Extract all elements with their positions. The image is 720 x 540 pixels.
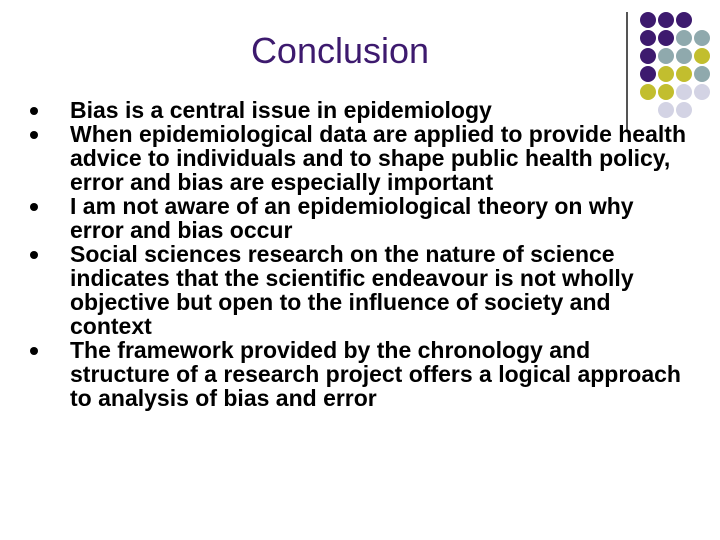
decorative-dot — [658, 66, 674, 82]
decorative-dot — [694, 30, 710, 46]
bullet-item — [30, 338, 690, 410]
bullet-icon — [30, 203, 38, 211]
slide-title: Conclusion — [250, 30, 430, 71]
bullet-text: The framework provided by the chronology and structure of a research project offers a logical approach to analysis of bias and error — [70, 337, 681, 411]
decorative-dot — [694, 48, 710, 64]
bullet-item — [30, 194, 690, 242]
bullet-item — [30, 122, 690, 194]
decorative-dot — [676, 48, 692, 64]
decorative-dot — [640, 12, 656, 28]
decorative-dot — [694, 84, 710, 100]
decorative-dot — [640, 66, 656, 82]
decorative-dot — [640, 48, 656, 64]
decorative-dot — [676, 66, 692, 82]
decorative-dot — [676, 30, 692, 46]
decorative-dot — [658, 12, 674, 28]
bullet-icon — [30, 131, 38, 139]
decorative-dot — [658, 30, 674, 46]
decorative-dot — [658, 48, 674, 64]
empty-cell — [694, 12, 710, 28]
decorative-dot — [694, 66, 710, 82]
bullet-text: Social sciences research on the nature of science indicates that the scientific endeavour is not wholly objective but open to the influence of society and context — [70, 241, 634, 339]
decorative-dot — [640, 30, 656, 46]
bullet-icon — [30, 107, 38, 115]
bullet-item — [30, 242, 690, 338]
bullet-text: Bias is a central issue in epidemiology — [70, 97, 492, 123]
bullet-text: When epidemiological data are applied to provide health advice to individuals and to shape public health policy, error and bias are especially important — [70, 121, 686, 195]
bullet-text: I am not aware of an epidemiological theory on why error and bias occur — [70, 193, 634, 243]
bullet-item — [30, 98, 690, 122]
bullet-icon — [30, 251, 38, 259]
empty-cell — [694, 102, 710, 118]
bullet-list — [30, 98, 690, 410]
decorative-dot — [676, 12, 692, 28]
bullet-icon — [30, 347, 38, 355]
